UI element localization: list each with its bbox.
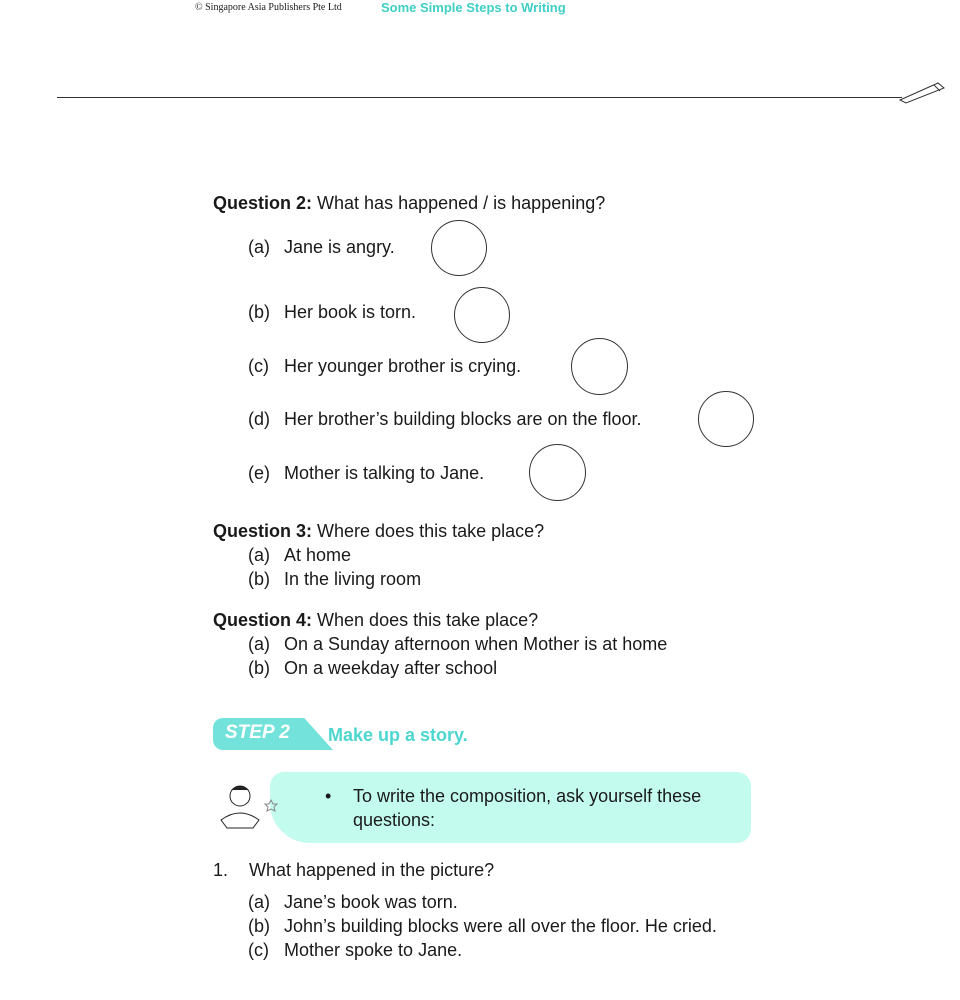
jane-angry-image bbox=[431, 220, 487, 276]
step-title: Make up a story. bbox=[328, 725, 468, 745]
q3-item-a: (a) At home bbox=[248, 545, 352, 565]
copyright: © Singapore Asia Publishers Pte Ltd bbox=[195, 2, 342, 13]
torn-book-image bbox=[454, 287, 510, 343]
q4-item-a: (a) On a Sunday afternoon when Mother is at home bbox=[248, 634, 668, 654]
q2-item-e: (e) Mother is talking to Jane. bbox=[248, 463, 485, 483]
list-item-c: (c) Mother spoke to Jane. bbox=[248, 940, 463, 960]
divider bbox=[57, 97, 902, 98]
crying-brother-image bbox=[571, 338, 628, 395]
pencil-icon bbox=[898, 80, 946, 104]
boy-thinking-icon bbox=[213, 782, 293, 832]
q2-item-b: (b) Her book is torn. bbox=[248, 302, 417, 322]
list-question-1: 1. What happened in the picture? bbox=[213, 860, 495, 880]
q2-item-a: (a) Jane is angry. bbox=[248, 237, 395, 257]
question-4: Question 4: When does this take place? bbox=[213, 610, 539, 630]
question-2: Question 2: What has happened / is happening? bbox=[213, 193, 606, 213]
tip-text: To write the composition, ask yourself these questions: bbox=[353, 786, 702, 830]
list-item-b: (b) John’s building blocks were all over the floor. He cried. bbox=[248, 916, 717, 936]
q2-item-c: (c) Her younger brother is crying. bbox=[248, 356, 522, 376]
q4-item-b: (b) On a weekday after school bbox=[248, 658, 498, 678]
series-title: Some Simple Steps to Writing bbox=[381, 0, 566, 15]
list-item-a: (a) Jane’s book was torn. bbox=[248, 892, 458, 912]
q2-item-d: (d) Her brother’s building blocks are on the floor. bbox=[248, 409, 642, 429]
q3-item-b: (b) In the living room bbox=[248, 569, 422, 589]
step-badge-label: STEP 2 bbox=[225, 722, 290, 743]
question-3: Question 3: Where does this take place? bbox=[213, 521, 545, 541]
building-blocks-image bbox=[698, 391, 754, 447]
mother-talking-image bbox=[529, 444, 586, 501]
tip-bullet: • bbox=[325, 786, 332, 806]
